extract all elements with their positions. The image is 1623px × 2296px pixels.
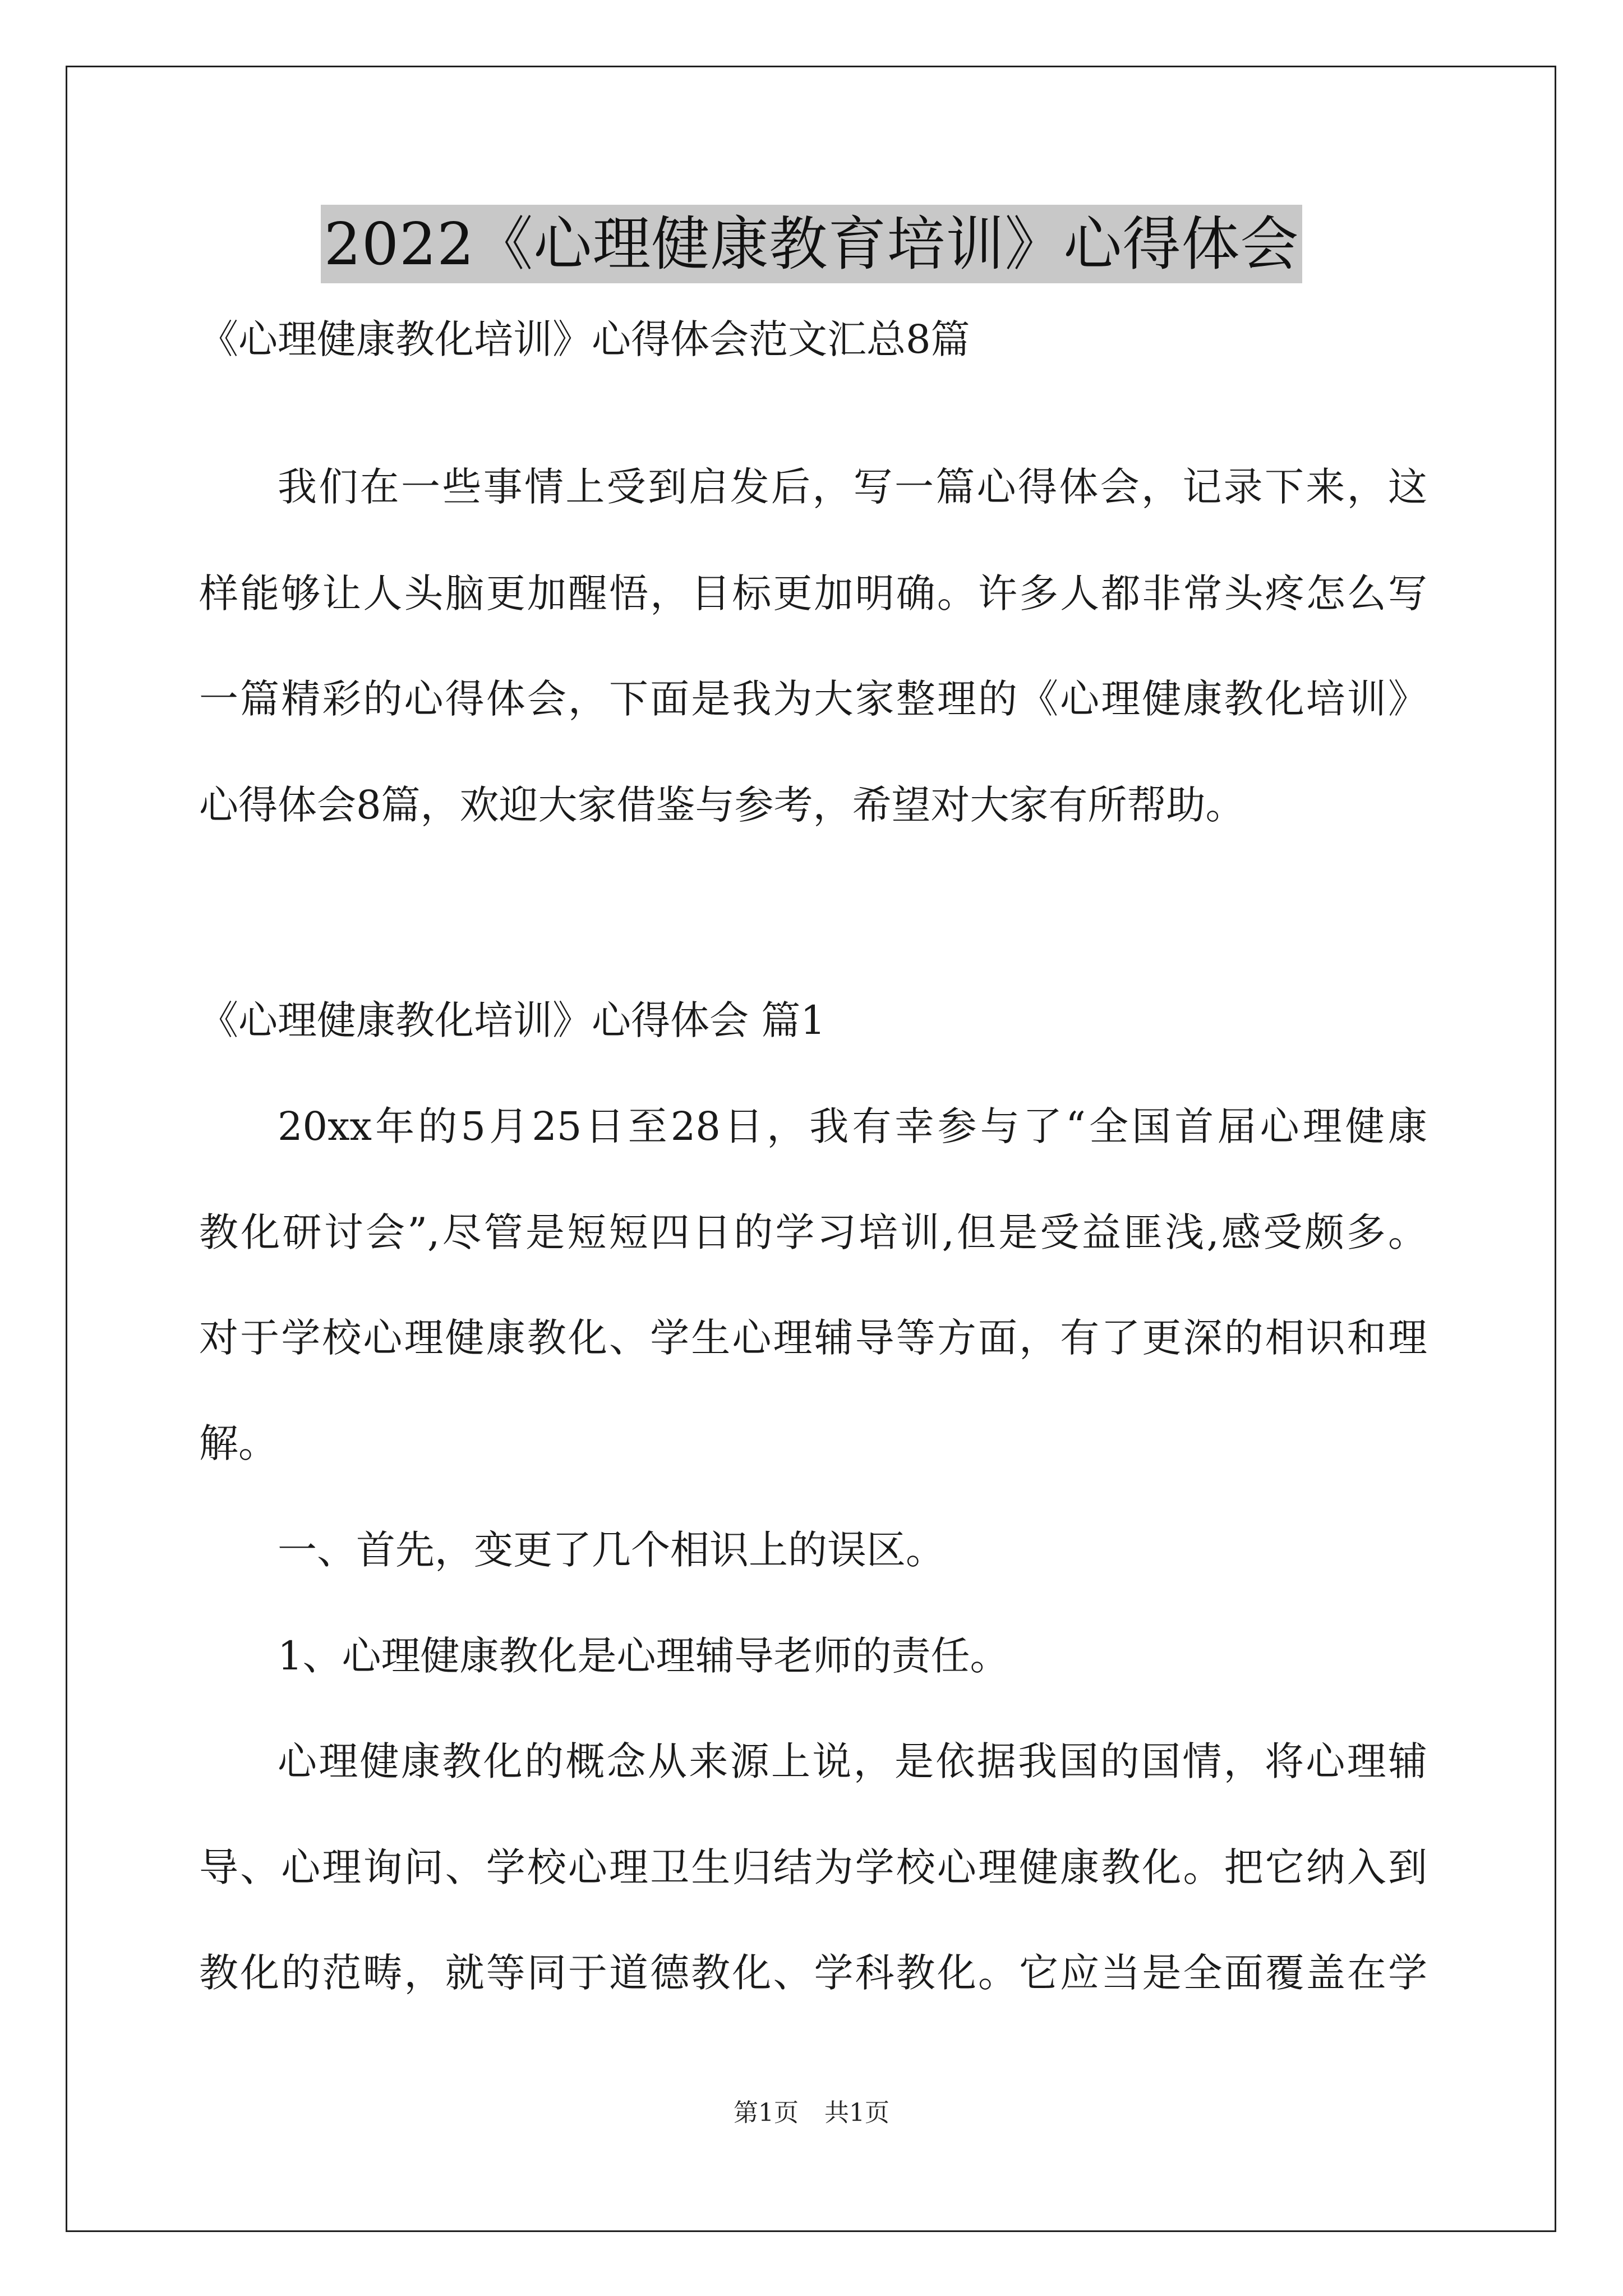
paragraph-line: 教化研讨会”,尽管是短短四日的学习培训,但是受益匪浅,感受颇多。: [199, 1209, 1427, 1255]
paragraph-line: 对于学校心理健康教化、学生心理辅导等方面，有了更深的相识和理: [199, 1315, 1427, 1361]
paragraph-line: 1、心理健康教化是心理辅导老师的责任。: [278, 1633, 1009, 1679]
paragraph-line: 一、首先，变更了几个相识上的误区。: [278, 1527, 945, 1573]
section-heading: 《心理健康教化培训》心得体会 篇1: [199, 997, 826, 1043]
page-total: 共1页: [824, 2099, 889, 2127]
document-title: 2022《心理健康教育培训》心得体会: [321, 205, 1303, 283]
paragraph-line: 20xx年的5月25日至28日，我有幸参与了“全国首届心理健康: [278, 1103, 1427, 1149]
paragraph-line: 教化的范畴，就等同于道德教化、学科教化。它应当是全面覆盖在学: [199, 1950, 1427, 1996]
page-number: 第1页: [734, 2099, 799, 2127]
subtitle-line: 《心理健康教化培训》心得体会范文汇总8篇: [199, 316, 970, 362]
page-footer: [0, 2096, 1623, 2130]
paragraph-line: 心理健康教化的概念从来源上说，是依据我国的国情，将心理辅: [278, 1738, 1427, 1784]
paragraph-line: 样能够让人头脑更加醒悟，目标更加明确。许多人都非常头疼怎么写: [199, 570, 1427, 616]
paragraph-line: 心得体会8篇，欢迎大家借鉴与参考，希望对大家有所帮助。: [199, 782, 1245, 828]
paragraph-line: 一篇精彩的心得体会，下面是我为大家整理的《心理健康教化培训》: [199, 676, 1427, 722]
title-wrap: [0, 205, 1623, 283]
paragraph-line: 我们在一些事情上受到启发后，写一篇心得体会，记录下来，这: [278, 464, 1427, 510]
paragraph-line: 解。: [199, 1420, 278, 1466]
paragraph-line: 导、心理询问、学校心理卫生归结为学校心理健康教化。把它纳入到: [199, 1844, 1427, 1890]
